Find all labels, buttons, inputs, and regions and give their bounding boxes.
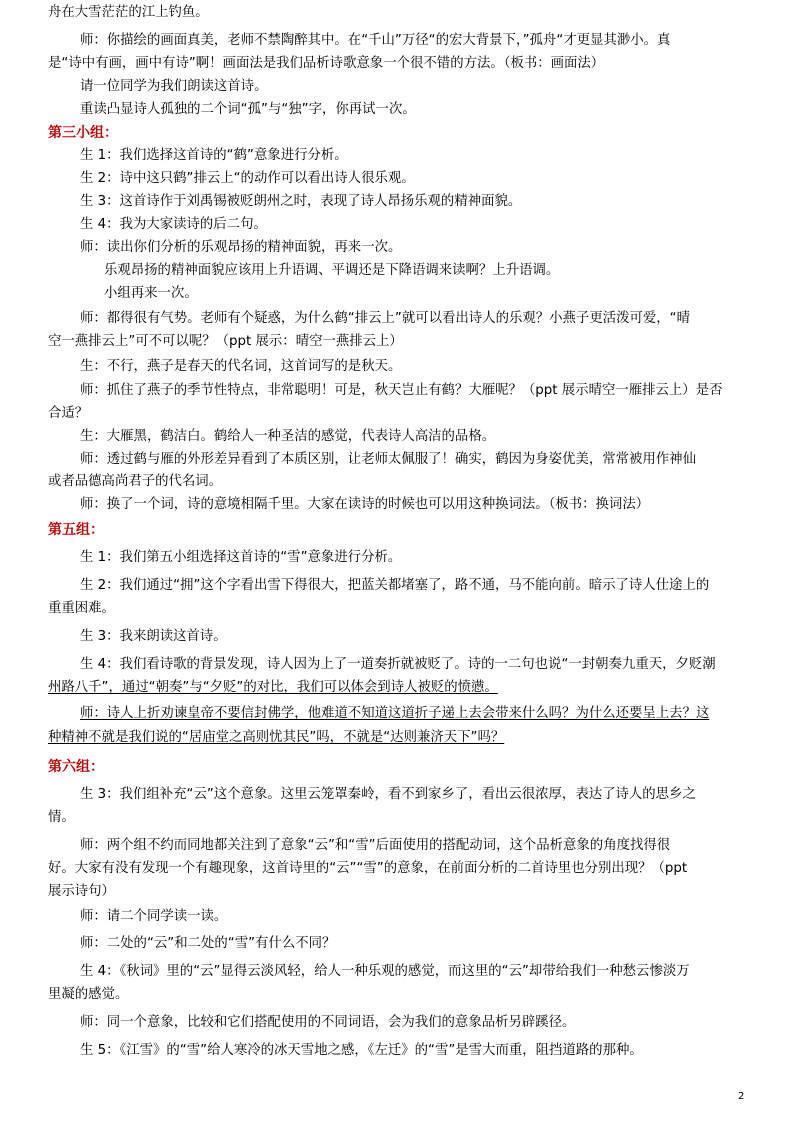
text-line: 师：两个组不约而同地都关注到了意象“云”和“雪”后面使用的搭配动词，这个品析意象的角度找得很 xyxy=(80,838,671,853)
text-line: 师：读出你们分析的乐观昂扬的精神面貌，再来一次。 xyxy=(80,240,402,255)
text-line: 生：不行，燕子是春天的代名词，这首词写的是秋天。 xyxy=(80,359,402,374)
text-line: 师：同一个意象，比较和它们搭配使用的不同词语，会为我们的意象品析另辟蹊径。 xyxy=(80,1015,576,1030)
text-line: 师：二处的“云”和二处的“雪”有什么不同？ xyxy=(80,936,336,951)
section-heading: 第五组： xyxy=(48,522,104,538)
text-line: 师：诗人上折劝谏皇帝不要信封佛学，他难道不知道这道折子递上去会带来什么吗？为什么还要呈上去？这 xyxy=(80,706,710,721)
section-heading: 第六组： xyxy=(48,759,104,775)
text-line: 是“诗中有画，画中有诗”啊！画面法是我们品析诗歌意象一个很不错的方法。（板书：画面法） xyxy=(48,56,605,71)
text-line: 舟在大雪茫茫的江上钓鱼。 xyxy=(48,5,209,20)
text-line: 生 5：《江雪》的“雪”给人寒冷的冰天雪地之感，《左迁》的“雪”是雪大而重，阻挡道路的那种。 xyxy=(80,1043,643,1058)
text-line: 好。大家有没有发现一个有趣现象，这首诗里的“云”“雪”的意象，在前面分析的二首诗里也分别出现？（ppt xyxy=(48,861,688,876)
text-line: 合适？ xyxy=(48,406,89,421)
text-line: 生 4：我们看诗歌的背景发现，诗人因为上了一道奏折就被贬了。诗的一二句也说“一封朝奏九重天，夕贬潮 xyxy=(80,657,716,672)
text-line: 种精神不就是我们说的“居庙堂之高则忧其民”吗，不就是“达则兼济天下”吗？ xyxy=(48,730,505,745)
text-line: 生 4：我为大家读诗的后二句。 xyxy=(80,217,267,232)
text-line: 州路八千”，通过“朝奏”与“夕贬”的对比，我们可以体会到诗人被贬的愤懑。 xyxy=(48,680,498,695)
text-line: 生 3：我们组补充“云”这个意象。这里云笼罩秦岭，看不到家乡了，看出云很浓厚，表达了诗人的思乡之 xyxy=(80,787,696,802)
text-line: 生 1：我们第五小组选择这首诗的“雪”意象进行分析。 xyxy=(80,550,402,565)
text-line: 师：透过鹤与雁的外形差异看到了本质区别，让老师太佩服了！确实，鹤因为身姿优美，常常被用作神仙 xyxy=(80,452,696,467)
text-line: 生 2：我们通过“拥”这个字看出雪下得很大，把蓝关都堵塞了，路不通，马不能向前。暗示了诗人仕途上的 xyxy=(80,578,710,593)
text-line: 乐观昂扬的精神面貌应该用上升语调、平调还是下降语调来读啊？上升语调。 xyxy=(104,263,560,278)
text-line: 重读凸显诗人孤独的二个词“孤”与“独”字，你再试一次。 xyxy=(80,102,416,117)
text-line: 生 4：《秋词》里的“云”显得云淡风轻，给人一种乐观的感觉，而这里的“云”却带给我们一种愁云惨淡万 xyxy=(80,964,690,979)
text-line: 情。 xyxy=(48,810,75,825)
text-line: 里凝的感觉。 xyxy=(48,987,129,1002)
text-line: 重重困难。 xyxy=(48,601,115,616)
text-line: 生 3：我来朗读这首诗。 xyxy=(80,629,227,644)
page-number: 2 xyxy=(738,1091,745,1102)
text-line: 生 1：我们选择这首诗的“鹤”意象进行分析。 xyxy=(80,148,348,163)
text-line: 生 3：这首诗作于刘禹锡被贬朗州之时，表现了诗人昂扬乐观的精神面貌。 xyxy=(80,194,522,209)
text-line: 师：你描绘的画面真美，老师不禁陶醉其中。在“千山”万径“的宏大背景下，”孤舟“才更显其渺小。真 xyxy=(80,33,671,48)
text-line: 师：换了一个词，诗的意境相隔千里。大家在读诗的时候也可以用这种换词法。（板书：换词法） xyxy=(80,497,650,512)
text-line: 生 2：诗中这只鹤”排云上“的动作可以看出诗人很乐观。 xyxy=(80,171,415,186)
text-line: 师：请二个同学读一读。 xyxy=(80,909,228,924)
text-line: 空一燕排云上”可不可以呢？（ppt 展示：晴空一燕排云上） xyxy=(48,334,403,349)
text-line: 小组再来一次。 xyxy=(104,286,198,301)
section-heading: 第三小组： xyxy=(48,125,118,141)
text-line: 生：大雁黑，鹤洁白。鹤给人一种圣洁的感觉，代表诗人高洁的品格。 xyxy=(80,429,496,444)
text-line: 展示诗句） xyxy=(48,884,115,899)
text-line: 请一位同学为我们朗读这首诗。 xyxy=(80,79,268,94)
text-line: 师：都得很有气势。老师有个疑惑，为什么鹤“排云上”就可以看出诗人的乐观？小燕子更活泼可爱，“晴 xyxy=(80,311,690,326)
text-line: 或者品德高尚君子的代名词。 xyxy=(48,474,223,489)
text-line: 师：抓住了燕子的季节性特点，非常聪明！可是，秋天岂止有鹤？大雁呢？（ppt 展示晴空一雁排云上）是否 xyxy=(80,383,723,398)
